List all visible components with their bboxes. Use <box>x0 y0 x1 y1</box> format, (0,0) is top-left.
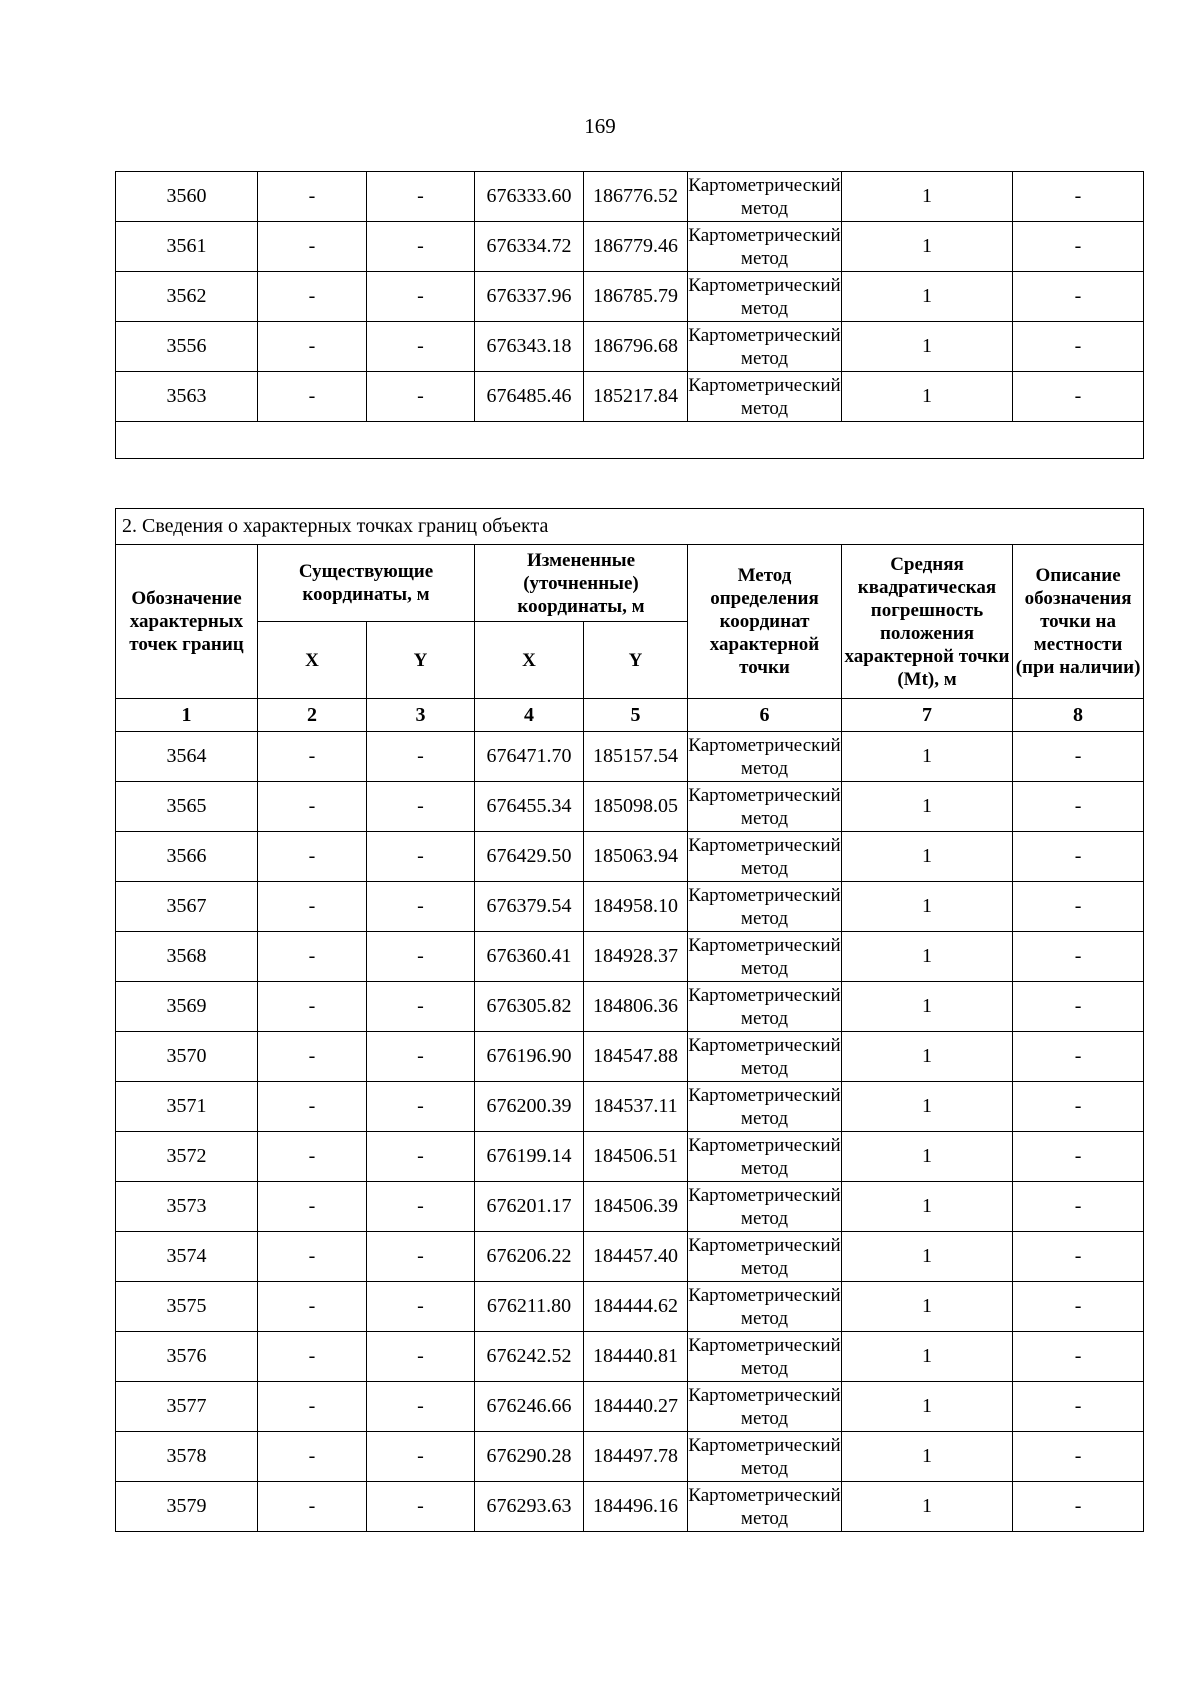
changed-y-cell: 184958.10 <box>584 882 688 932</box>
description-cell: - <box>1013 1482 1144 1532</box>
changed-x-cell: 676200.39 <box>475 1082 584 1132</box>
description-cell: - <box>1013 222 1144 272</box>
method-cell: Картометрический метод <box>688 882 842 932</box>
description-cell: - <box>1013 1232 1144 1282</box>
changed-y-cell: 186785.79 <box>584 272 688 322</box>
existing-x-cell: - <box>258 1382 367 1432</box>
table-row <box>116 172 1144 222</box>
table-row <box>116 1182 1144 1232</box>
empty-row <box>116 422 1144 459</box>
mt-cell: 1 <box>842 1482 1013 1532</box>
column-number: 1 <box>116 699 258 732</box>
mt-cell: 1 <box>842 372 1013 422</box>
existing-y-cell: - <box>367 322 475 372</box>
existing-x-cell: - <box>258 932 367 982</box>
existing-x-cell: - <box>258 1332 367 1382</box>
existing-y-cell: - <box>367 172 475 222</box>
coordinates-table-continued <box>115 171 1144 459</box>
table2-body <box>116 732 1144 1532</box>
header-description: Описание обозначения точки на местности (при наличии) <box>1013 545 1144 699</box>
section-title: 2. Сведения о характерных точках границ объекта <box>116 509 1144 545</box>
table-row <box>116 1082 1144 1132</box>
existing-y-cell: - <box>367 732 475 782</box>
boundary-points-table <box>115 508 1144 1532</box>
column-number-row <box>116 699 1144 732</box>
existing-y-cell: - <box>367 1182 475 1232</box>
column-number: 8 <box>1013 699 1144 732</box>
changed-y-cell: 184806.36 <box>584 982 688 1032</box>
changed-x-cell: 676334.72 <box>475 222 584 272</box>
description-cell: - <box>1013 1332 1144 1382</box>
existing-y-cell: - <box>367 1282 475 1332</box>
changed-y-cell: 186776.52 <box>584 172 688 222</box>
description-cell: - <box>1013 1132 1144 1182</box>
existing-y-cell: - <box>367 832 475 882</box>
table1-body <box>116 172 1144 459</box>
existing-x-cell: - <box>258 372 367 422</box>
changed-y-cell: 184496.16 <box>584 1482 688 1532</box>
existing-y-cell: - <box>367 372 475 422</box>
mt-cell: 1 <box>842 982 1013 1032</box>
mt-cell: 1 <box>842 1082 1013 1132</box>
existing-x-cell: - <box>258 832 367 882</box>
existing-y-cell: - <box>367 1332 475 1382</box>
changed-x-cell: 676199.14 <box>475 1132 584 1182</box>
description-cell: - <box>1013 882 1144 932</box>
description-cell: - <box>1013 1032 1144 1082</box>
changed-y-cell: 184506.39 <box>584 1182 688 1232</box>
mt-cell: 1 <box>842 782 1013 832</box>
changed-y-cell: 184547.88 <box>584 1032 688 1082</box>
changed-y-cell: 184506.51 <box>584 1132 688 1182</box>
method-cell: Картометрический метод <box>688 982 842 1032</box>
changed-x-cell: 676290.28 <box>475 1432 584 1482</box>
changed-x-cell: 676429.50 <box>475 832 584 882</box>
changed-x-cell: 676360.41 <box>475 932 584 982</box>
changed-x-cell: 676211.80 <box>475 1282 584 1332</box>
method-cell: Картометрический метод <box>688 1232 842 1282</box>
changed-y-cell: 186796.68 <box>584 322 688 372</box>
mt-cell: 1 <box>842 322 1013 372</box>
mt-cell: 1 <box>842 932 1013 982</box>
method-cell: Картометрический метод <box>688 372 842 422</box>
table-row <box>116 1332 1144 1382</box>
mt-cell: 1 <box>842 172 1013 222</box>
mt-cell: 1 <box>842 1182 1013 1232</box>
method-cell: Картометрический метод <box>688 322 842 372</box>
existing-y-cell: - <box>367 272 475 322</box>
method-cell: Картометрический метод <box>688 1382 842 1432</box>
method-cell: Картометрический метод <box>688 832 842 882</box>
changed-x-cell: 676337.96 <box>475 272 584 322</box>
table-row <box>116 932 1144 982</box>
existing-x-cell: - <box>258 732 367 782</box>
point-cell: 3567 <box>116 882 258 932</box>
column-number: 2 <box>258 699 367 732</box>
point-cell: 3572 <box>116 1132 258 1182</box>
method-cell: Картометрический метод <box>688 1432 842 1482</box>
existing-y-cell: - <box>367 982 475 1032</box>
changed-y-cell: 184928.37 <box>584 932 688 982</box>
existing-y-cell: - <box>367 222 475 272</box>
method-cell: Картометрический метод <box>688 1332 842 1382</box>
description-cell: - <box>1013 1382 1144 1432</box>
method-cell: Картометрический метод <box>688 1482 842 1532</box>
page-number: 169 <box>584 114 616 138</box>
description-cell: - <box>1013 1182 1144 1232</box>
changed-y-cell: 184444.62 <box>584 1282 688 1332</box>
description-cell: - <box>1013 1282 1144 1332</box>
method-cell: Картометрический метод <box>688 1082 842 1132</box>
existing-y-cell: - <box>367 1132 475 1182</box>
existing-x-cell: - <box>258 172 367 222</box>
mt-cell: 1 <box>842 882 1013 932</box>
point-cell: 3563 <box>116 372 258 422</box>
changed-y-cell: 184457.40 <box>584 1232 688 1282</box>
column-number: 3 <box>367 699 475 732</box>
existing-x-cell: - <box>258 1432 367 1482</box>
mt-cell: 1 <box>842 1032 1013 1082</box>
changed-x-cell: 676455.34 <box>475 782 584 832</box>
table-row <box>116 272 1144 322</box>
method-cell: Картометрический метод <box>688 222 842 272</box>
table-row <box>116 1382 1144 1432</box>
existing-y-cell: - <box>367 1032 475 1082</box>
changed-y-cell: 184440.27 <box>584 1382 688 1432</box>
description-cell: - <box>1013 932 1144 982</box>
empty-cell <box>116 422 1144 459</box>
changed-x-cell: 676333.60 <box>475 172 584 222</box>
header-existing-x: X <box>258 622 367 699</box>
changed-x-cell: 676343.18 <box>475 322 584 372</box>
changed-y-cell: 185157.54 <box>584 732 688 782</box>
existing-y-cell: - <box>367 1482 475 1532</box>
description-cell: - <box>1013 1082 1144 1132</box>
changed-x-cell: 676246.66 <box>475 1382 584 1432</box>
description-cell: - <box>1013 272 1144 322</box>
existing-x-cell: - <box>258 272 367 322</box>
changed-x-cell: 676201.17 <box>475 1182 584 1232</box>
table-row <box>116 372 1144 422</box>
column-number: 7 <box>842 699 1013 732</box>
changed-y-cell: 185098.05 <box>584 782 688 832</box>
description-cell: - <box>1013 1432 1144 1482</box>
method-cell: Картометрический метод <box>688 1032 842 1082</box>
table-row <box>116 322 1144 372</box>
point-cell: 3560 <box>116 172 258 222</box>
existing-x-cell: - <box>258 1132 367 1182</box>
existing-x-cell: - <box>258 1082 367 1132</box>
existing-x-cell: - <box>258 1032 367 1082</box>
changed-x-cell: 676379.54 <box>475 882 584 932</box>
table-row <box>116 1032 1144 1082</box>
point-cell: 3566 <box>116 832 258 882</box>
header-changed-y: Y <box>584 622 688 699</box>
table-row <box>116 1232 1144 1282</box>
changed-y-cell: 186779.46 <box>584 222 688 272</box>
existing-y-cell: - <box>367 1082 475 1132</box>
column-number: 5 <box>584 699 688 732</box>
header-changed-x: X <box>475 622 584 699</box>
table-row <box>116 832 1144 882</box>
changed-y-cell: 184537.11 <box>584 1082 688 1132</box>
point-cell: 3578 <box>116 1432 258 1482</box>
description-cell: - <box>1013 322 1144 372</box>
changed-x-cell: 676206.22 <box>475 1232 584 1282</box>
changed-x-cell: 676471.70 <box>475 732 584 782</box>
table-row <box>116 982 1144 1032</box>
changed-x-cell: 676293.63 <box>475 1482 584 1532</box>
existing-x-cell: - <box>258 322 367 372</box>
point-cell: 3565 <box>116 782 258 832</box>
existing-y-cell: - <box>367 1432 475 1482</box>
changed-y-cell: 185063.94 <box>584 832 688 882</box>
method-cell: Картометрический метод <box>688 1182 842 1232</box>
mt-cell: 1 <box>842 272 1013 322</box>
column-number: 4 <box>475 699 584 732</box>
existing-y-cell: - <box>367 1382 475 1432</box>
header-existing-coords: Существующие координаты, м <box>258 545 475 622</box>
method-cell: Картометрический метод <box>688 782 842 832</box>
mt-cell: 1 <box>842 832 1013 882</box>
changed-x-cell: 676305.82 <box>475 982 584 1032</box>
table-row <box>116 222 1144 272</box>
point-cell: 3556 <box>116 322 258 372</box>
header-changed-coords: Измененные (уточненные) координаты, м <box>475 545 688 622</box>
point-cell: 3577 <box>116 1382 258 1432</box>
point-cell: 3576 <box>116 1332 258 1382</box>
table-row <box>116 732 1144 782</box>
existing-x-cell: - <box>258 1182 367 1232</box>
mt-cell: 1 <box>842 1382 1013 1432</box>
point-cell: 3570 <box>116 1032 258 1082</box>
point-cell: 3571 <box>116 1082 258 1132</box>
mt-cell: 1 <box>842 1282 1013 1332</box>
column-number: 6 <box>688 699 842 732</box>
table-row <box>116 1482 1144 1532</box>
description-cell: - <box>1013 982 1144 1032</box>
description-cell: - <box>1013 782 1144 832</box>
header-row-top <box>116 545 1144 622</box>
existing-x-cell: - <box>258 882 367 932</box>
point-cell: 3568 <box>116 932 258 982</box>
method-cell: Картометрический метод <box>688 932 842 982</box>
changed-x-cell: 676485.46 <box>475 372 584 422</box>
mt-cell: 1 <box>842 1432 1013 1482</box>
description-cell: - <box>1013 372 1144 422</box>
method-cell: Картометрический метод <box>688 172 842 222</box>
method-cell: Картометрический метод <box>688 732 842 782</box>
table-row <box>116 782 1144 832</box>
existing-x-cell: - <box>258 222 367 272</box>
table-row <box>116 1282 1144 1332</box>
point-cell: 3569 <box>116 982 258 1032</box>
header-mt: Средняя квадратическая погрешность положения характерной точки (Mt), м <box>842 545 1013 699</box>
mt-cell: 1 <box>842 732 1013 782</box>
existing-y-cell: - <box>367 782 475 832</box>
changed-x-cell: 676196.90 <box>475 1032 584 1082</box>
header-point: Обозначение характерных точек границ <box>116 545 258 699</box>
existing-y-cell: - <box>367 882 475 932</box>
existing-y-cell: - <box>367 1232 475 1282</box>
description-cell: - <box>1013 732 1144 782</box>
existing-y-cell: - <box>367 932 475 982</box>
section-title-row <box>116 509 1144 545</box>
existing-x-cell: - <box>258 982 367 1032</box>
mt-cell: 1 <box>842 1232 1013 1282</box>
point-cell: 3562 <box>116 272 258 322</box>
point-cell: 3574 <box>116 1232 258 1282</box>
point-cell: 3579 <box>116 1482 258 1532</box>
description-cell: - <box>1013 832 1144 882</box>
existing-x-cell: - <box>258 1482 367 1532</box>
header-method: Метод определения координат характерной точки <box>688 545 842 699</box>
changed-x-cell: 676242.52 <box>475 1332 584 1382</box>
mt-cell: 1 <box>842 1332 1013 1382</box>
table-row <box>116 882 1144 932</box>
description-cell: - <box>1013 172 1144 222</box>
changed-y-cell: 185217.84 <box>584 372 688 422</box>
header-existing-y: Y <box>367 622 475 699</box>
method-cell: Картометрический метод <box>688 272 842 322</box>
existing-x-cell: - <box>258 1282 367 1332</box>
table-row <box>116 1432 1144 1482</box>
point-cell: 3575 <box>116 1282 258 1332</box>
existing-x-cell: - <box>258 782 367 832</box>
method-cell: Картометрический метод <box>688 1282 842 1332</box>
existing-x-cell: - <box>258 1232 367 1282</box>
point-cell: 3573 <box>116 1182 258 1232</box>
changed-y-cell: 184440.81 <box>584 1332 688 1382</box>
point-cell: 3561 <box>116 222 258 272</box>
changed-y-cell: 184497.78 <box>584 1432 688 1482</box>
method-cell: Картометрический метод <box>688 1132 842 1182</box>
table-row <box>116 1132 1144 1182</box>
point-cell: 3564 <box>116 732 258 782</box>
mt-cell: 1 <box>842 222 1013 272</box>
mt-cell: 1 <box>842 1132 1013 1182</box>
